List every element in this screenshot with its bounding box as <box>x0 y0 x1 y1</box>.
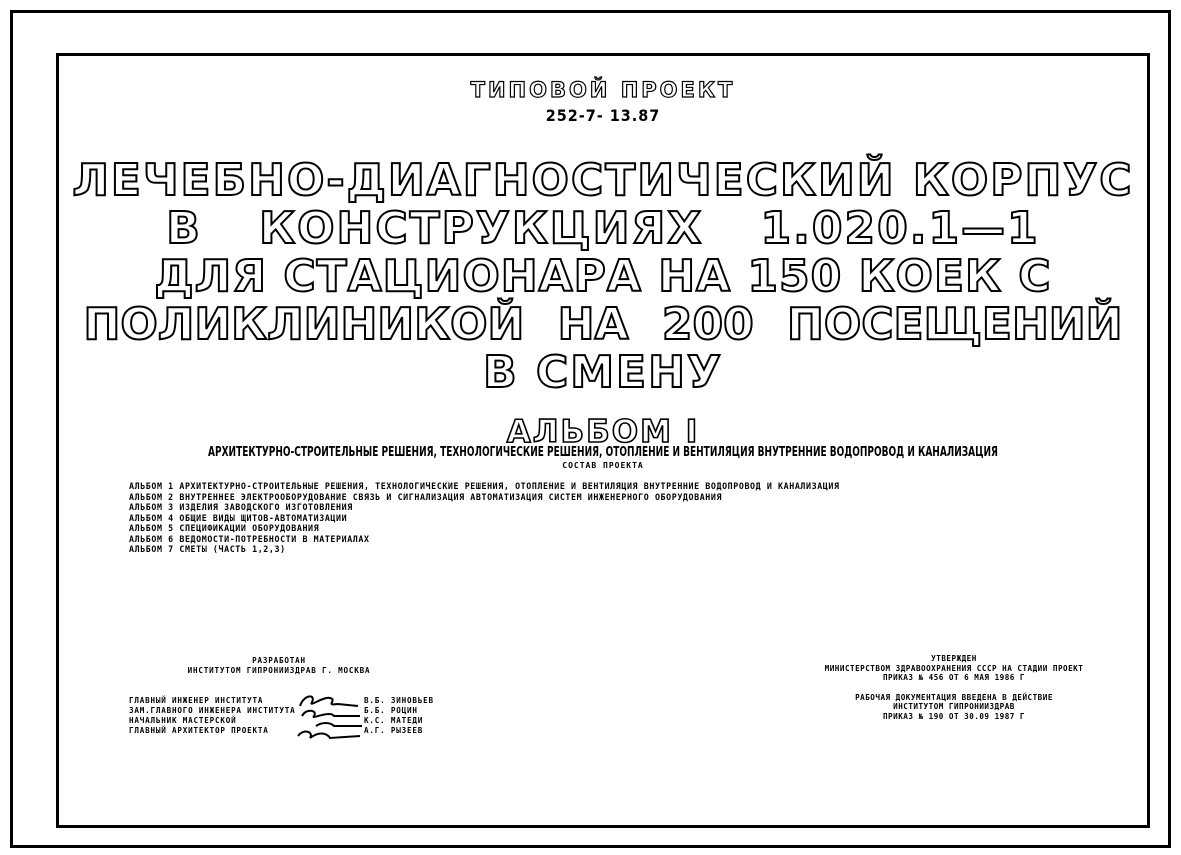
staff-position: ГЛАВНЫЙ ИНЖЕНЕР ИНСТИТУТА <box>129 696 264 705</box>
approval-heading: УТВЕРЖДЕН <box>931 654 977 663</box>
approval-line: ПРИКАЗ № 190 ОТ 30.09 1987 Г <box>882 711 1025 721</box>
composition-list <box>129 480 840 554</box>
list-item: АЛЬБОМ 1 АРХИТЕКТУРНО-СТРОИТЕЛЬНЫЕ РЕШЕНИЯ, ТЕХНОЛОГИЧЕСКИЕ РЕШЕНИЯ, ОТОПЛЕНИЕ И ВЕНТИЛЯЦИЯ ВНУТРЕННИЕ ВОДОПРОВОД И КАНАЛИЗАЦИЯ <box>129 480 840 491</box>
outer-frame <box>10 10 1171 848</box>
list-item: АЛЬБОМ 7 СМЕТЫ (ЧАСТЬ 1,2,3) <box>129 543 286 554</box>
developer-institute: ИНСТИТУТОМ ГИПРОНИИЗДРАВ Г. МОСКВА <box>187 666 371 675</box>
album-subtitle: АРХИТЕКТУРНО-СТРОИТЕЛЬНЫЕ РЕШЕНИЯ, ТЕХНОЛОГИЧЕСКИЕ РЕШЕНИЯ, ОТОПЛЕНИЕ И ВЕНТИЛЯЦИЯ ВНУТРЕННИЕ ВОДОПРОВОД И КАНАЛИЗАЦИЯ <box>208 445 998 460</box>
composition-label: СОСТАВ ПРОЕКТА <box>562 461 644 470</box>
album-title: АЛЬБОМ I <box>506 414 700 450</box>
project-code: 252-7- 13.87 <box>545 106 661 125</box>
project-type-label: ТИПОВОЙ ПРОЕКТ <box>470 78 736 102</box>
title-line-5: В СМЕНУ <box>483 347 723 398</box>
staff-position: ГЛАВНЫЙ АРХИТЕКТОР ПРОЕКТА <box>129 726 269 735</box>
handwritten-signatures <box>294 692 366 744</box>
approval-line: ПРИКАЗ № 456 ОТ 6 МАЯ 1986 Г <box>882 673 1025 682</box>
title-line-3: ДЛЯ СТАЦИОНАРА НА 150 КОЕК С <box>154 251 1052 302</box>
developer-heading: РАЗРАБОТАН <box>252 656 306 665</box>
staff-position: НАЧАЛЬНИК МАСТЕРСКОЙ <box>129 716 237 725</box>
approval-line: МИНИСТЕРСТВОМ ЗДРАВООХРАНЕНИЯ СССР НА СТАДИИ ПРОЕКТ <box>824 663 1084 673</box>
approval-line: ИНСТИТУТОМ ГИПРОНИИЗДРАВ <box>893 702 1015 711</box>
list-item: АЛЬБОМ 3 ИЗДЕЛИЯ ЗАВОДСКОГО ИЗГОТОВЛЕНИЯ <box>129 501 353 512</box>
staff-name: К.С. МАТЕДИ <box>364 716 424 725</box>
staff-name: А.Г. РЫЗЕЕВ <box>364 726 424 735</box>
developer-heading-block <box>169 656 389 676</box>
approval-line: РАБОЧАЯ ДОКУМЕНТАЦИЯ ВВЕДЕНА В ДЕЙСТВИЕ <box>855 692 1053 702</box>
staff-name: Б.Б. РОЦИН <box>364 706 418 715</box>
title-line-1: ЛЕЧЕБНО-ДИАГНОСТИЧЕСКИЙ КОРПУС <box>72 155 1134 206</box>
list-item: АЛЬБОМ 6 ВЕДОМОСТИ-ПОТРЕБНОСТИ В МАТЕРИАЛАХ <box>129 532 370 544</box>
staff-position: ЗАМ.ГЛАВНОГО ИНЖЕНЕРА ИНСТИТУТА <box>129 706 296 715</box>
approval-block <box>789 654 1119 721</box>
title-line-4: ПОЛИКЛИНИКОЙ НА 200 ПОСЕЩЕНИЙ <box>83 299 1123 350</box>
list-item: АЛЬБОМ 5 СПЕЦИФИКАЦИИ ОБОРУДОВАНИЯ <box>129 522 320 533</box>
title-line-2: В КОНСТРУКЦИЯХ 1.020.1—1 <box>166 203 1040 254</box>
staff-name: В.Б. ЗИНОВЬЕВ <box>364 696 434 705</box>
inner-frame <box>56 53 1150 828</box>
list-item: АЛЬБОМ 4 ОБЩИЕ ВИДЫ ЩИТОВ-АВТОМАТИЗАЦИИ <box>129 511 348 523</box>
list-item: АЛЬБОМ 2 ВНУТРЕННЕЕ ЭЛЕКТРООБОРУДОВАНИЕ СВЯЗЬ И СИГНАЛИЗАЦИЯ АВТОМАТИЗАЦИЯ СИСТЕМ ИНЖЕНЕРНОГО ОБОРУДОВАНИЯ <box>129 490 723 502</box>
